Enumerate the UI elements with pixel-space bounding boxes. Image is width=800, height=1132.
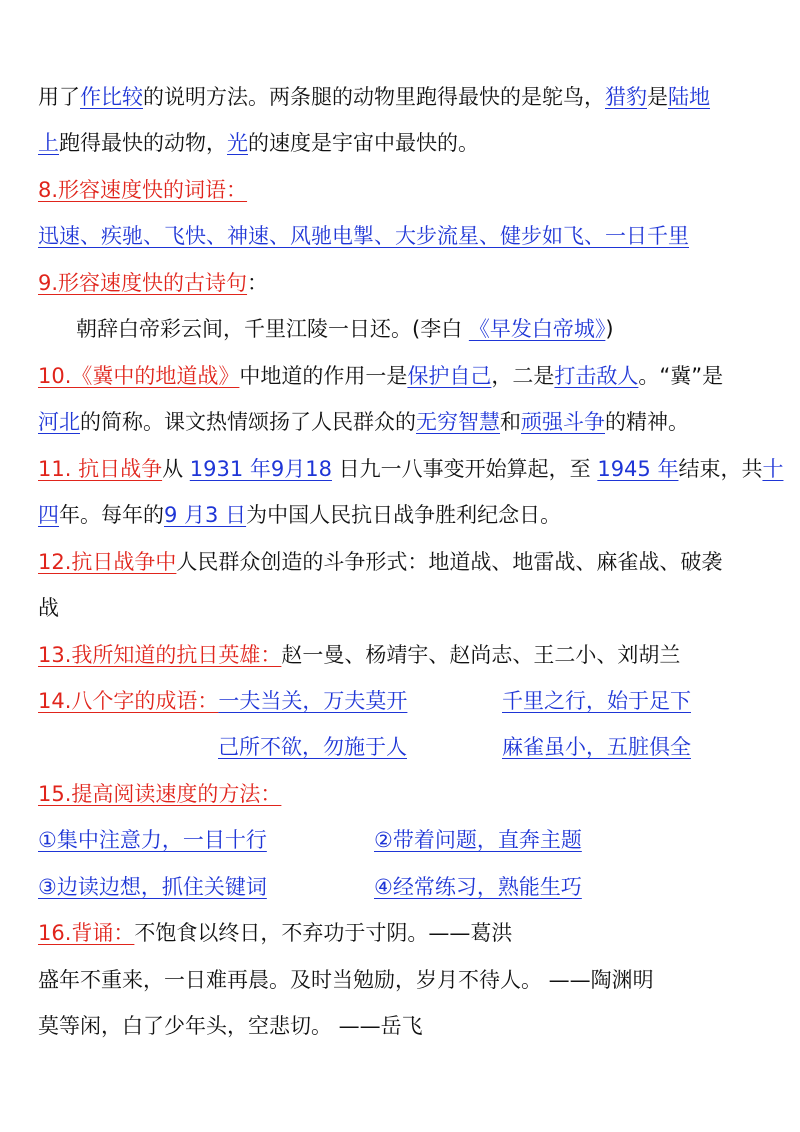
text: 用了 [38, 85, 80, 109]
answer-blank: 河北 [38, 410, 80, 434]
text: 的简称。课文热情颂扬了人民群众的 [80, 410, 416, 434]
text: 年。每年的 [59, 503, 164, 527]
section-12-line-2 [38, 593, 772, 623]
section-10-line-1 [38, 361, 772, 391]
text: 的说明方法。两条腿的动物里跑得最快的是鸵鸟， [143, 85, 605, 109]
quote: 不饱食以终日，不弃功于寸阴。——葛洪 [134, 921, 513, 945]
section-8-words [38, 221, 772, 251]
section-15-heading [38, 779, 772, 809]
section-9-heading [38, 268, 772, 298]
answer-blank: 十 [762, 457, 784, 481]
text: 跑得最快的动物， [59, 131, 227, 155]
p7-line-2 [38, 128, 772, 158]
text: 从 [162, 457, 190, 481]
section-13-line [38, 640, 772, 670]
text: 。“冀”是 [638, 364, 724, 388]
idiom: 千里之行，始于足下 [502, 689, 691, 713]
section-16-line-2 [38, 965, 772, 995]
text: 战 [38, 596, 59, 620]
method: ②带着问题，直奔主题 [374, 828, 582, 852]
quote: 莫等闲，白了少年头，空悲切。 ——岳飞 [38, 1014, 423, 1038]
poem-source: 《早发白帝城》 [468, 317, 606, 341]
text: 的精神。 [605, 410, 689, 434]
text: 的速度是宇宙中最快的。 [248, 131, 479, 155]
answer-blank: 四 [38, 503, 59, 527]
idiom: 一夫当关，万夫莫开 [218, 689, 408, 713]
section-title: 16.背诵： [38, 921, 135, 945]
answer-blank: 打击敌人 [554, 364, 639, 388]
text: ： [247, 271, 269, 295]
section-title: 10.《冀中的地道战》 [38, 364, 240, 388]
answer-blank: 作比较 [80, 85, 143, 109]
answer-blank: 猎豹 [605, 85, 647, 109]
text: 日九一八事变开始算起，至 [331, 457, 598, 481]
text: 和 [500, 410, 521, 434]
section-title: 12.抗日战争中 [38, 550, 177, 574]
text: ，二是 [491, 364, 555, 388]
answer-blank: 光 [227, 131, 248, 155]
section-14-line-1 [38, 686, 772, 716]
idiom: 己所不欲，勿施于人 [218, 735, 407, 759]
text: 为中国人民抗日战争胜利纪念日。 [246, 503, 562, 527]
section-12-line-1 [38, 547, 772, 577]
section-9-poem [76, 314, 772, 344]
text: 人民群众创造的斗争形式：地道战、地雷战、麻雀战、破袭 [176, 550, 723, 574]
section-title: 13.我所知道的抗日英雄： [38, 643, 282, 667]
section-title: 11. 抗日战争 [38, 457, 163, 481]
answer-blank: 1945 年 [597, 457, 679, 481]
answer-blank: 顽强斗争 [521, 410, 605, 434]
section-title: 15.提高阅读速度的方法： [38, 782, 282, 806]
answer-blank: 1931 年9月18 [189, 457, 332, 481]
idiom: 麻雀虽小，五脏俱全 [502, 735, 691, 759]
method: ③边读边想，抓住关键词 [38, 875, 267, 899]
answer-blank: 无穷智慧 [416, 410, 500, 434]
text: 结束，共 [678, 457, 763, 481]
section-15-methods-row-1 [38, 825, 772, 855]
section-16-line-3 [38, 1011, 772, 1041]
section-11-line-1 [38, 454, 784, 484]
method: ①集中注意力，一目十行 [38, 828, 267, 852]
section-8-heading [38, 175, 772, 205]
section-11-line-2 [38, 500, 772, 530]
answer-blank: 保护自己 [407, 364, 492, 388]
section-15-methods-row-2 [38, 872, 772, 902]
text: ) [605, 317, 614, 341]
hero-names: 赵一曼、杨靖宇、赵尚志、王二小、刘胡兰 [281, 643, 681, 667]
text: 中地道的作用一是 [239, 364, 408, 388]
method: ④经常练习，熟能生巧 [374, 875, 582, 899]
answer-blank: 9 月3 日 [164, 503, 247, 527]
answer-blank: 上 [38, 131, 59, 155]
answer-blank: 陆地 [668, 85, 710, 109]
answer-blank: 迅速、疾驰、飞快、神速、风驰电掣、大步流星、健步如飞、一日千里 [38, 224, 689, 248]
section-title: 8.形容速度快的词语： [38, 178, 248, 202]
section-title: 9.形容速度快的古诗句 [38, 271, 248, 295]
quote: 盛年不重来，一日难再晨。及时当勉励，岁月不待人。 ——陶渊明 [38, 968, 654, 992]
text: 是 [647, 85, 668, 109]
section-16-line-1 [38, 918, 772, 948]
section-10-line-2 [38, 407, 772, 437]
section-title: 14.八个字的成语： [38, 689, 219, 713]
poem-line: 朝辞白帝彩云间，千里江陵一日还。(李白 [76, 317, 469, 341]
p7-line-1 [38, 82, 772, 112]
